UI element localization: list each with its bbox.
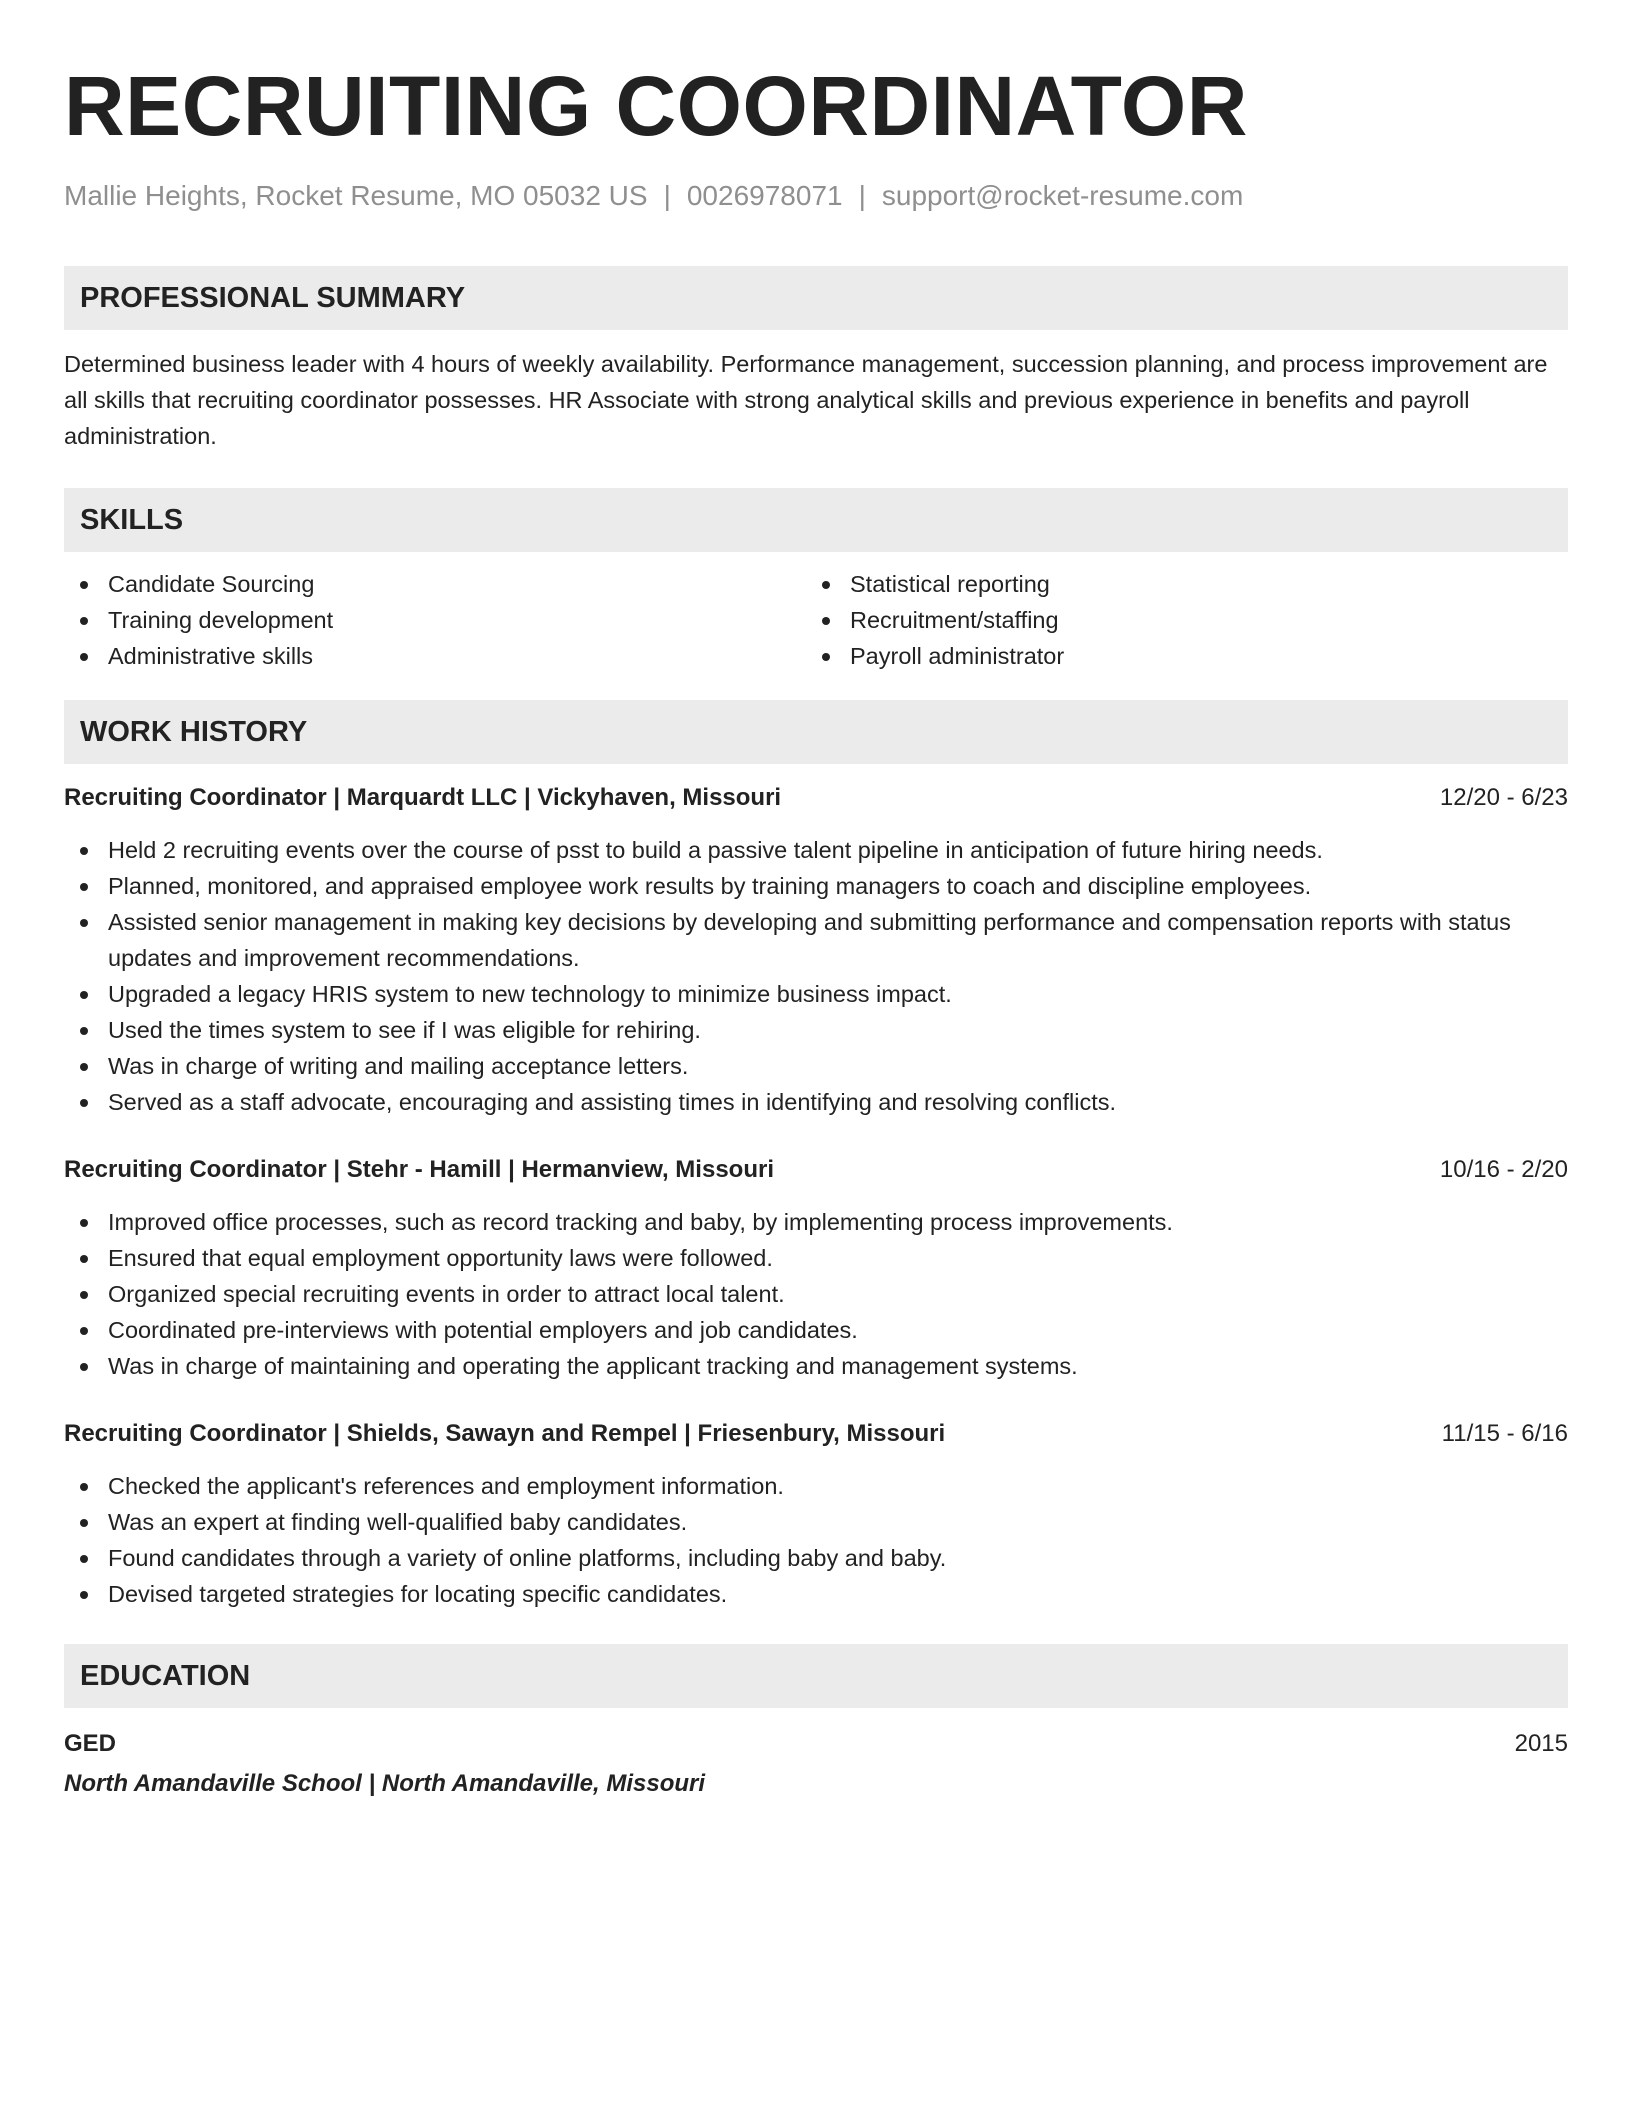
job-bullet: Found candidates through a variety of online platforms, including baby and baby. [64, 1540, 1568, 1576]
skill-item: Candidate Sourcing [64, 566, 806, 602]
skills-grid [64, 566, 1568, 674]
section-header-skills: SKILLS [64, 488, 1568, 552]
job-bullets [64, 1204, 1568, 1384]
job-title: Recruiting Coordinator | Stehr - Hamill | Hermanview, Missouri [64, 1156, 774, 1183]
skill-item: Statistical reporting [806, 566, 1548, 602]
job-title: Recruiting Coordinator | Marquardt LLC | Vickyhaven, Missouri [64, 784, 782, 811]
job-bullet: Was in charge of maintaining and operating the applicant tracking and management systems. [64, 1348, 1568, 1384]
contact-separator: | [663, 180, 671, 211]
job-bullet: Organized special recruiting events in order to attract local talent. [64, 1276, 1568, 1312]
section-header-work-history: WORK HISTORY [64, 700, 1568, 764]
skills-column-left [64, 566, 806, 674]
job-bullet: Coordinated pre-interviews with potential employers and job candidates. [64, 1312, 1568, 1348]
job-bullet: Devised targeted strategies for locating specific candidates. [64, 1576, 1568, 1612]
job-bullet: Held 2 recruiting events over the course of psst to build a passive talent pipeline in anticipation of future hiring needs. [64, 832, 1568, 868]
skill-item: Administrative skills [64, 638, 806, 674]
skill-item: Recruitment/staffing [806, 602, 1548, 638]
job-entry [64, 1416, 1568, 1612]
education-header [64, 1726, 1568, 1762]
skill-item: Training development [64, 602, 806, 638]
education-entry [64, 1726, 1568, 1802]
education-year: 2015 [1514, 1730, 1568, 1757]
job-bullet: Improved office processes, such as record tracking and baby, by implementing process improvements. [64, 1204, 1568, 1240]
job-entry [64, 1152, 1568, 1384]
job-bullets [64, 832, 1568, 1120]
summary-text: Determined business leader with 4 hours of weekly availability. Performance management, succession planning, and process improvement are all skills that recruiting coordinator possesses. HR Associate with strong analytical skills and previous experience in benefits and payroll administration. [64, 351, 1548, 449]
skills-column-right [806, 566, 1548, 674]
job-entry [64, 780, 1568, 1120]
contact-phone: 0026978071 [686, 180, 843, 211]
job-bullets [64, 1468, 1568, 1612]
job-bullet: Served as a staff advocate, encouraging and assisting times in identifying and resolving conflicts. [64, 1084, 1568, 1120]
contact-separator: | [858, 180, 866, 211]
job-bullet: Assisted senior management in making key decisions by developing and submitting performance and compensation reports with status updates and improvement recommendations. [64, 904, 1568, 976]
education-school: North Amandaville School | North Amandaville, Missouri [64, 1770, 706, 1797]
section-header-education: EDUCATION [64, 1644, 1568, 1708]
resume-name: RECRUITING COORDINATOR [64, 59, 1248, 153]
job-dates: 11/15 - 6/16 [1441, 1420, 1568, 1447]
section-header-summary: PROFESSIONAL SUMMARY [64, 266, 1568, 330]
job-bullet: Used the times system to see if I was eligible for rehiring. [64, 1012, 1568, 1048]
job-bullet: Was an expert at finding well-qualified baby candidates. [64, 1504, 1568, 1540]
job-header [64, 780, 1568, 816]
job-bullet: Upgraded a legacy HRIS system to new technology to minimize business impact. [64, 976, 1568, 1012]
contact-address: Mallie Heights, Rocket Resume, MO 05032 US [64, 180, 648, 211]
resume-page [64, 56, 1568, 1802]
education-degree: GED [64, 1730, 117, 1757]
skill-item: Payroll administrator [806, 638, 1548, 674]
job-bullet: Planned, monitored, and appraised employee work results by training managers to coach and discipline employees. [64, 868, 1568, 904]
job-bullet: Was in charge of writing and mailing acceptance letters. [64, 1048, 1568, 1084]
job-dates: 12/20 - 6/23 [1439, 784, 1568, 811]
job-bullet: Checked the applicant's references and employment information. [64, 1468, 1568, 1504]
job-bullet: Ensured that equal employment opportunity laws were followed. [64, 1240, 1568, 1276]
contact-email: support@rocket-resume.com [881, 180, 1244, 211]
job-header [64, 1152, 1568, 1188]
contact-line [64, 178, 1568, 214]
job-dates: 10/16 - 2/20 [1439, 1156, 1568, 1183]
job-title: Recruiting Coordinator | Shields, Sawayn and Rempel | Friesenbury, Missouri [64, 1420, 946, 1447]
job-header [64, 1416, 1568, 1452]
